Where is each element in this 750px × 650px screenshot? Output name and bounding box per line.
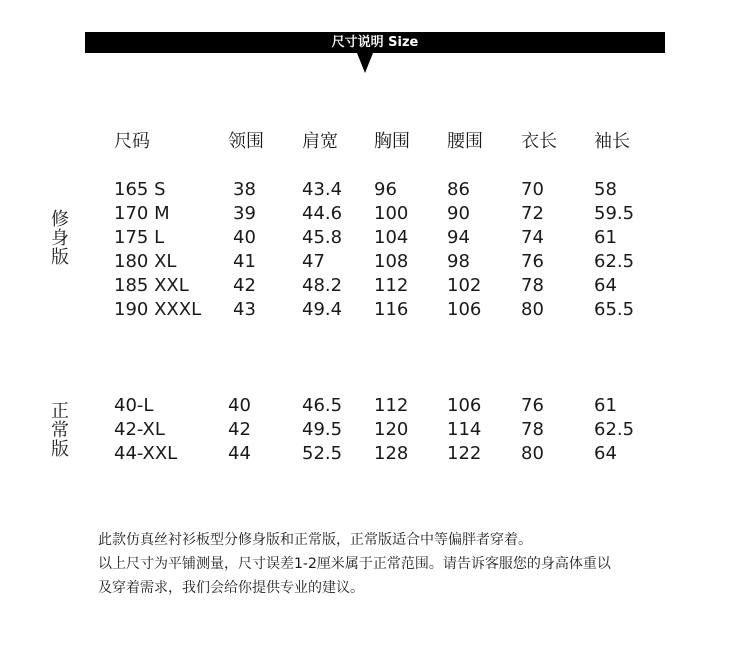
table-cell: 70 xyxy=(521,179,544,200)
table-cell: 72 xyxy=(521,203,544,224)
table-cell: 52.5 xyxy=(302,443,343,464)
table-cell: 94 xyxy=(447,227,470,248)
table-cell: 96 xyxy=(374,179,397,200)
table-cell: 62.5 xyxy=(594,419,635,440)
header-chest: 胸围 xyxy=(374,131,410,152)
table-cell: 61 xyxy=(594,395,617,416)
table-cell: 46.5 xyxy=(302,395,343,416)
header-shoulder: 肩宽 xyxy=(302,131,338,152)
note-line: 及穿着需求，我们会给你提供专业的建议。 xyxy=(98,580,364,596)
table-cell: 62.5 xyxy=(594,251,635,272)
table-cell: 49.5 xyxy=(302,419,343,440)
table-cell: 102 xyxy=(447,275,482,296)
table-cell: 165 S xyxy=(114,179,166,200)
slim-fit-label: 修身版 xyxy=(51,209,69,268)
header-sleeve: 袖长 xyxy=(594,131,630,152)
table-cell: 64 xyxy=(594,443,617,464)
table-cell: 44 xyxy=(228,443,251,464)
table-cell: 190 XXXL xyxy=(114,299,202,320)
table-cell: 90 xyxy=(447,203,470,224)
table-cell: 122 xyxy=(447,443,482,464)
table-cell: 112 xyxy=(374,395,409,416)
table-cell: 43 xyxy=(233,299,256,320)
table-cell: 128 xyxy=(374,443,409,464)
table-cell: 114 xyxy=(447,419,482,440)
table-cell: 100 xyxy=(374,203,409,224)
table-cell: 175 L xyxy=(114,227,165,248)
header-collar: 领围 xyxy=(228,131,264,152)
table-cell: 61 xyxy=(594,227,617,248)
table-cell: 40 xyxy=(233,227,256,248)
table-cell: 41 xyxy=(233,251,256,272)
table-cell: 108 xyxy=(374,251,409,272)
table-cell: 185 XXL xyxy=(114,275,189,296)
header-waist: 腰围 xyxy=(447,131,483,152)
note-line: 此款仿真丝衬衫板型分修身版和正常版，正常版适合中等偏胖者穿着。 xyxy=(98,532,532,548)
table-cell: 39 xyxy=(233,203,256,224)
table-cell: 120 xyxy=(374,419,409,440)
table-cell: 48.2 xyxy=(302,275,343,296)
table-cell: 44.6 xyxy=(302,203,343,224)
table-cell: 49.4 xyxy=(302,299,343,320)
table-cell: 74 xyxy=(521,227,544,248)
page-title: 尺寸说明 Size xyxy=(85,32,665,53)
table-cell: 76 xyxy=(521,251,544,272)
table-cell: 40-L xyxy=(114,395,154,416)
table-cell: 78 xyxy=(521,419,544,440)
table-cell: 180 XL xyxy=(114,251,177,272)
table-cell: 106 xyxy=(447,395,482,416)
table-cell: 38 xyxy=(233,179,256,200)
table-cell: 104 xyxy=(374,227,409,248)
table-cell: 106 xyxy=(447,299,482,320)
table-cell: 58 xyxy=(594,179,617,200)
table-cell: 43.4 xyxy=(302,179,343,200)
table-cell: 76 xyxy=(521,395,544,416)
table-cell: 42 xyxy=(228,419,251,440)
table-cell: 80 xyxy=(521,443,544,464)
table-cell: 47 xyxy=(302,251,325,272)
table-cell: 80 xyxy=(521,299,544,320)
table-cell: 112 xyxy=(374,275,409,296)
table-cell: 44-XXL xyxy=(114,443,178,464)
table-cell: 170 M xyxy=(114,203,170,224)
note-line: 以上尺寸为平铺测量，尺寸误差1-2厘米属于正常范围。请告诉客服您的身高体重以 xyxy=(98,556,611,572)
table-cell: 98 xyxy=(447,251,470,272)
table-cell: 78 xyxy=(521,275,544,296)
table-cell: 86 xyxy=(447,179,470,200)
header-length: 衣长 xyxy=(521,131,557,152)
table-cell: 64 xyxy=(594,275,617,296)
table-cell: 65.5 xyxy=(594,299,635,320)
table-cell: 45.8 xyxy=(302,227,343,248)
table-cell: 59.5 xyxy=(594,203,635,224)
table-cell: 42 xyxy=(233,275,256,296)
table-cell: 42-XL xyxy=(114,419,165,440)
table-cell: 116 xyxy=(374,299,409,320)
title-pointer-arrow xyxy=(357,53,373,73)
header-size: 尺码 xyxy=(114,131,150,152)
table-cell: 40 xyxy=(228,395,251,416)
regular-fit-label: 正常版 xyxy=(51,401,69,460)
